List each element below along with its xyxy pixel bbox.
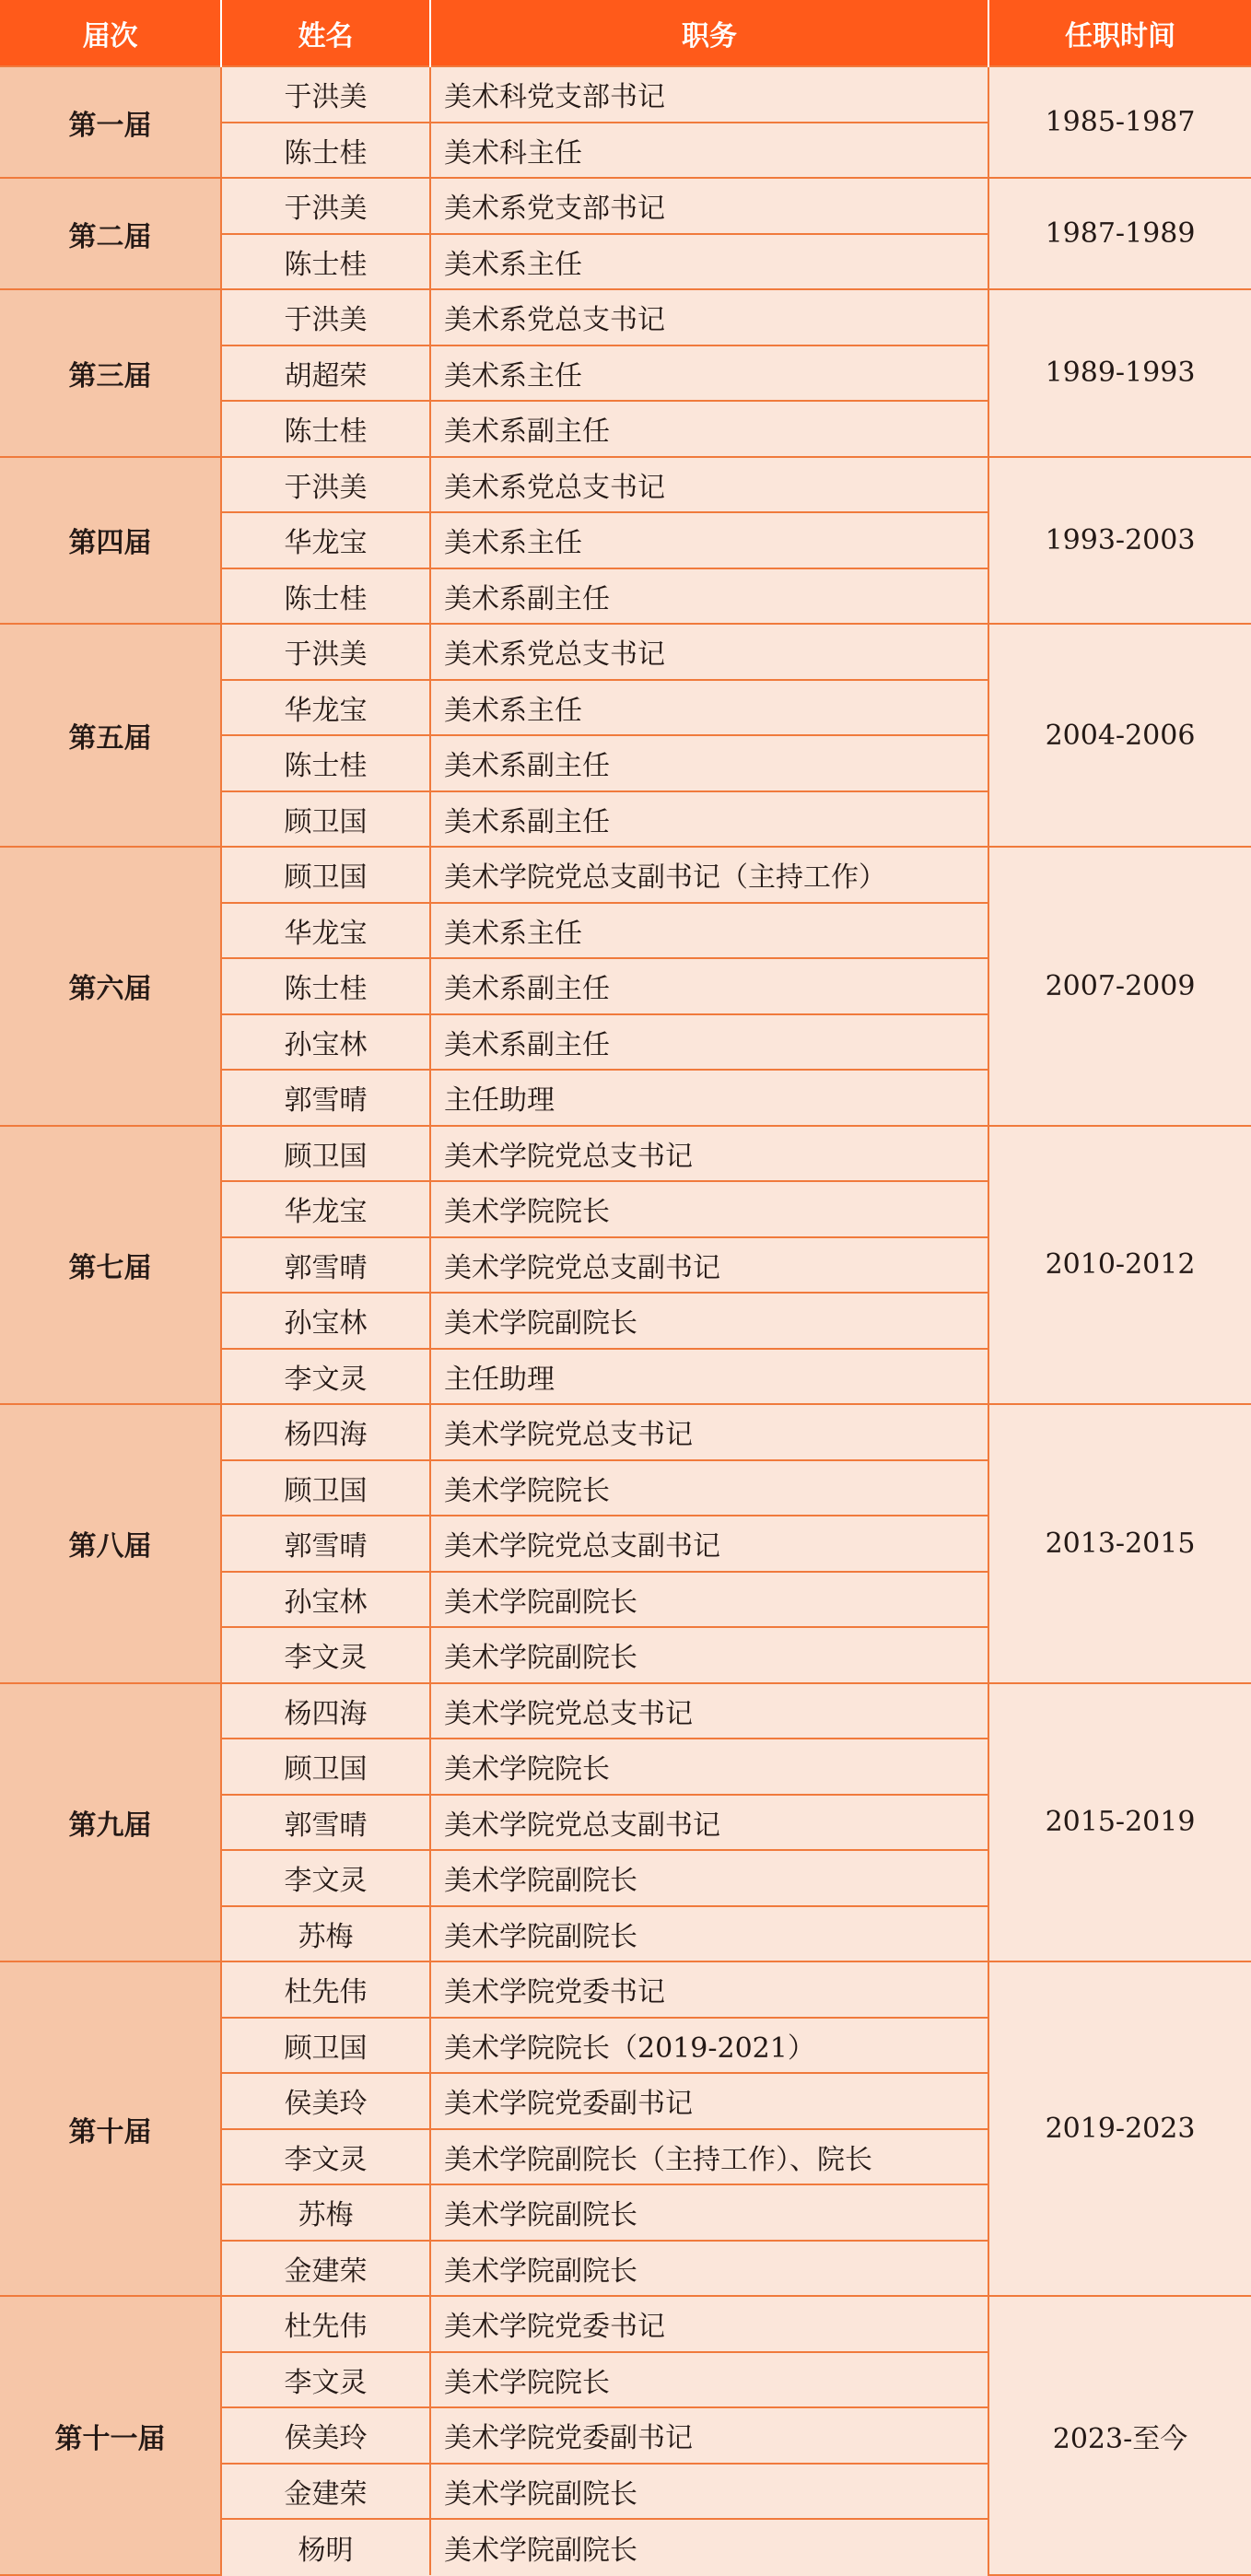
member-role-cell: 美术学院副院长（主持工作）、院长 <box>430 2129 988 2185</box>
term-period-cell: 1993-2003 <box>988 457 1251 625</box>
member-role-cell: 美术学院党总支副书记（主持工作） <box>430 847 988 903</box>
member-name-cell: 顾卫国 <box>221 1460 430 1516</box>
member-name-cell: 顾卫国 <box>221 847 430 903</box>
member-name-cell: 华龙宝 <box>221 903 430 959</box>
term-period-cell: 1989-1993 <box>988 289 1251 457</box>
member-role-cell: 美术学院副院长 <box>430 2519 988 2575</box>
table-row <box>0 1404 1251 1460</box>
table-row <box>0 2296 1251 2352</box>
member-role-cell: 美术系党支部书记 <box>430 178 988 234</box>
term-period-cell: 2013-2015 <box>988 1404 1251 1683</box>
member-name-cell: 杨四海 <box>221 1404 430 1460</box>
table-body <box>0 66 1251 2575</box>
member-name-cell: 杜先伟 <box>221 2296 430 2352</box>
member-name-cell: 金建荣 <box>221 2241 430 2297</box>
member-role-cell: 美术系党总支书记 <box>430 624 988 680</box>
term-period-cell: 2019-2023 <box>988 1961 1251 2296</box>
term-label-cell: 第一届 <box>0 66 221 178</box>
member-role-cell: 美术学院副院长 <box>430 2464 988 2520</box>
member-role-cell: 美术学院副院长 <box>430 1627 988 1683</box>
member-role-cell: 美术系副主任 <box>430 401 988 457</box>
table-row <box>0 1961 1251 2018</box>
member-role-cell: 美术学院党总支副书记 <box>430 1516 988 1572</box>
member-name-cell: 孙宝林 <box>221 1014 430 1071</box>
term-label-cell: 第三届 <box>0 289 221 457</box>
term-period-cell: 2015-2019 <box>988 1683 1251 1962</box>
member-role-cell: 美术学院党总支书记 <box>430 1126 988 1182</box>
member-name-cell: 华龙宝 <box>221 680 430 736</box>
table-row <box>0 66 1251 123</box>
member-role-cell: 美术学院党总支书记 <box>430 1683 988 1739</box>
member-role-cell: 美术学院党总支副书记 <box>430 1795 988 1851</box>
member-name-cell: 李文灵 <box>221 2352 430 2408</box>
member-name-cell: 于洪美 <box>221 457 430 513</box>
member-role-cell: 美术学院院长 <box>430 2352 988 2408</box>
member-role-cell: 美术学院副院长 <box>430 1850 988 1906</box>
table-row <box>0 847 1251 903</box>
member-name-cell: 李文灵 <box>221 1349 430 1405</box>
member-name-cell: 杨明 <box>221 2519 430 2575</box>
member-role-cell: 美术系主任 <box>430 512 988 568</box>
term-label-cell: 第八届 <box>0 1404 221 1683</box>
member-name-cell: 于洪美 <box>221 66 430 123</box>
member-name-cell: 郭雪晴 <box>221 1516 430 1572</box>
member-role-cell: 美术学院副院长 <box>430 1293 988 1349</box>
term-period-cell: 1985-1987 <box>988 66 1251 178</box>
member-name-cell: 苏梅 <box>221 1906 430 1962</box>
member-name-cell: 杜先伟 <box>221 1961 430 2018</box>
member-name-cell: 陈士桂 <box>221 123 430 179</box>
member-role-cell: 美术系副主任 <box>430 958 988 1014</box>
member-role-cell: 美术系主任 <box>430 680 988 736</box>
member-role-cell: 美术学院院长 <box>430 1181 988 1237</box>
member-name-cell: 孙宝林 <box>221 1572 430 1628</box>
member-role-cell: 美术科党支部书记 <box>430 66 988 123</box>
member-role-cell: 美术学院副院长 <box>430 1906 988 1962</box>
member-role-cell: 美术学院党委书记 <box>430 1961 988 2018</box>
member-role-cell: 美术系主任 <box>430 903 988 959</box>
table-header <box>0 0 1251 66</box>
header-name: 姓名 <box>221 0 430 66</box>
member-role-cell: 美术学院党总支书记 <box>430 1404 988 1460</box>
table-row <box>0 289 1251 345</box>
member-name-cell: 于洪美 <box>221 624 430 680</box>
member-role-cell: 美术学院院长 <box>430 1460 988 1516</box>
member-role-cell: 美术学院党委副书记 <box>430 2073 988 2129</box>
member-role-cell: 主任助理 <box>430 1070 988 1126</box>
table-row <box>0 178 1251 234</box>
member-name-cell: 孙宝林 <box>221 1293 430 1349</box>
term-label-cell: 第五届 <box>0 624 221 847</box>
table-row <box>0 1126 1251 1182</box>
term-label-cell: 第六届 <box>0 847 221 1126</box>
member-role-cell: 美术学院党委副书记 <box>430 2407 988 2464</box>
member-name-cell: 李文灵 <box>221 1850 430 1906</box>
table-row <box>0 457 1251 513</box>
term-label-cell: 第七届 <box>0 1126 221 1405</box>
member-role-cell: 美术系副主任 <box>430 1014 988 1071</box>
header-role: 职务 <box>430 0 988 66</box>
term-period-cell: 1987-1989 <box>988 178 1251 289</box>
member-role-cell: 美术科主任 <box>430 123 988 179</box>
member-name-cell: 侯美玲 <box>221 2407 430 2464</box>
member-role-cell: 美术学院党委书记 <box>430 2296 988 2352</box>
member-name-cell: 陈士桂 <box>221 401 430 457</box>
term-label-cell: 第九届 <box>0 1683 221 1962</box>
member-name-cell: 杨四海 <box>221 1683 430 1739</box>
member-name-cell: 顾卫国 <box>221 1739 430 1795</box>
member-role-cell: 美术学院院长 <box>430 1739 988 1795</box>
member-name-cell: 胡超荣 <box>221 345 430 402</box>
term-label-cell: 第二届 <box>0 178 221 289</box>
member-name-cell: 顾卫国 <box>221 2018 430 2074</box>
member-role-cell: 美术系副主任 <box>430 791 988 848</box>
member-name-cell: 华龙宝 <box>221 512 430 568</box>
term-period-cell: 2010-2012 <box>988 1126 1251 1405</box>
term-period-cell: 2023-至今 <box>988 2296 1251 2575</box>
member-role-cell: 美术系主任 <box>430 345 988 402</box>
member-name-cell: 郭雪晴 <box>221 1795 430 1851</box>
member-name-cell: 金建荣 <box>221 2464 430 2520</box>
member-name-cell: 苏梅 <box>221 2184 430 2241</box>
member-role-cell: 美术学院党总支副书记 <box>430 1237 988 1294</box>
member-role-cell: 美术系党总支书记 <box>430 289 988 345</box>
table-row <box>0 624 1251 680</box>
member-name-cell: 郭雪晴 <box>221 1070 430 1126</box>
term-label-cell: 第十一届 <box>0 2296 221 2575</box>
member-name-cell: 陈士桂 <box>221 735 430 791</box>
member-role-cell: 美术系党总支书记 <box>430 457 988 513</box>
table-row <box>0 1683 1251 1739</box>
member-role-cell: 美术学院副院长 <box>430 1572 988 1628</box>
header-row <box>0 0 1251 66</box>
member-name-cell: 华龙宝 <box>221 1181 430 1237</box>
member-role-cell: 美术系副主任 <box>430 735 988 791</box>
member-role-cell: 美术系副主任 <box>430 568 988 625</box>
term-label-cell: 第四届 <box>0 457 221 625</box>
member-name-cell: 于洪美 <box>221 289 430 345</box>
member-name-cell: 陈士桂 <box>221 958 430 1014</box>
term-period-cell: 2004-2006 <box>988 624 1251 847</box>
member-name-cell: 陈士桂 <box>221 568 430 625</box>
term-period-cell: 2007-2009 <box>988 847 1251 1126</box>
member-role-cell: 美术学院院长（2019-2021） <box>430 2018 988 2074</box>
member-name-cell: 侯美玲 <box>221 2073 430 2129</box>
member-role-cell: 美术学院副院长 <box>430 2241 988 2297</box>
header-period: 任职时间 <box>988 0 1251 66</box>
member-name-cell: 李文灵 <box>221 2129 430 2185</box>
member-role-cell: 主任助理 <box>430 1349 988 1405</box>
member-name-cell: 陈士桂 <box>221 234 430 290</box>
member-name-cell: 于洪美 <box>221 178 430 234</box>
member-role-cell: 美术系主任 <box>430 234 988 290</box>
member-name-cell: 郭雪晴 <box>221 1237 430 1294</box>
member-name-cell: 李文灵 <box>221 1627 430 1683</box>
member-name-cell: 顾卫国 <box>221 1126 430 1182</box>
term-label-cell: 第十届 <box>0 1961 221 2296</box>
member-role-cell: 美术学院副院长 <box>430 2184 988 2241</box>
header-term: 届次 <box>0 0 221 66</box>
member-name-cell: 顾卫国 <box>221 791 430 848</box>
